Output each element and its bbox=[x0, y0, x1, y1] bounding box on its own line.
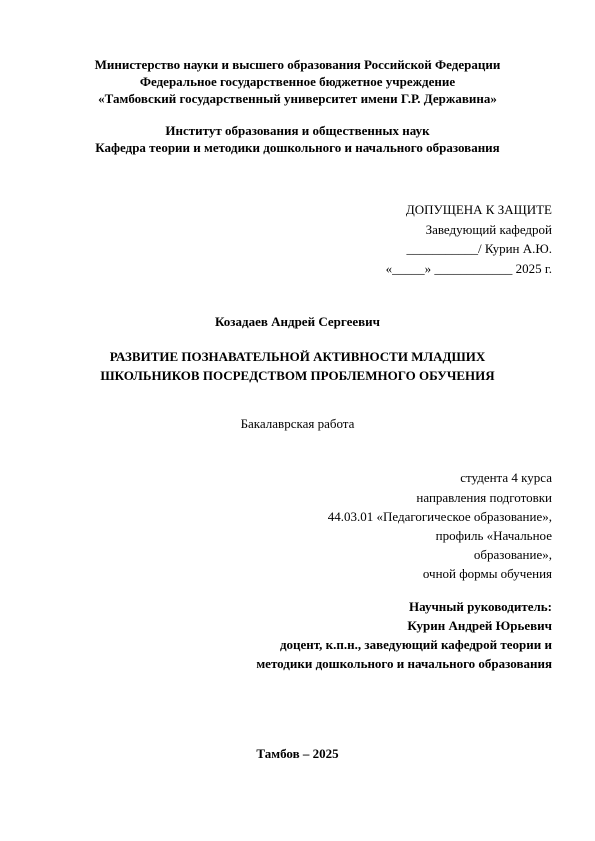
approval-role: Заведующий кафедрой bbox=[425, 222, 552, 237]
supervisor-position-line-2: методики дошкольного и начального образования bbox=[256, 656, 552, 671]
institution-type-line: Федеральное государственное бюджетное учреждение bbox=[139, 74, 456, 89]
city-year: Тамбов – 2025 bbox=[256, 746, 339, 761]
ministry-line: Министерство науки и высшего образования Российской Федерации bbox=[94, 57, 501, 72]
student-info-line-2: направления подготовки bbox=[416, 490, 552, 505]
approval-signature: ___________/ Курин А.Ю. bbox=[406, 241, 552, 256]
approval-date: «_____» ____________ 2025 г. bbox=[385, 261, 552, 276]
student-info-line-3: 44.03.01 «Педагогическое образование», bbox=[327, 509, 552, 524]
thesis-title-line-2: ШКОЛЬНИКОВ ПОСРЕДСТВОМ ПРОБЛЕМНОГО ОБУЧЕНИЯ bbox=[100, 368, 495, 383]
student-info-line-6: очной формы обучения bbox=[422, 566, 552, 581]
author-name: Козадаев Андрей Сергеевич bbox=[215, 314, 380, 329]
student-info-line-1: студента 4 курса bbox=[460, 470, 552, 485]
institute-line: Институт образования и общественных наук bbox=[165, 123, 430, 138]
supervisor-position-line-1: доцент, к.п.н., заведующий кафедрой теории и bbox=[279, 637, 552, 652]
approval-title: ДОПУЩЕНА К ЗАЩИТЕ bbox=[405, 202, 552, 217]
student-info-line-5: образование», bbox=[473, 547, 552, 562]
supervisor-name: Курин Андрей Юрьевич bbox=[407, 618, 552, 633]
thesis-title-line-1: РАЗВИТИЕ ПОЗНАВАТЕЛЬНОЙ АКТИВНОСТИ МЛАДШИХ bbox=[109, 349, 486, 364]
supervisor-label: Научный руководитель: bbox=[409, 599, 552, 614]
work-type: Бакалаврская работа bbox=[240, 416, 355, 431]
university-line: «Тамбовский государственный университет имени Г.Р. Державина» bbox=[98, 91, 497, 106]
department-line: Кафедра теории и методики дошкольного и начального образования bbox=[95, 140, 500, 155]
student-info-line-4: профиль «Начальное bbox=[435, 528, 552, 543]
